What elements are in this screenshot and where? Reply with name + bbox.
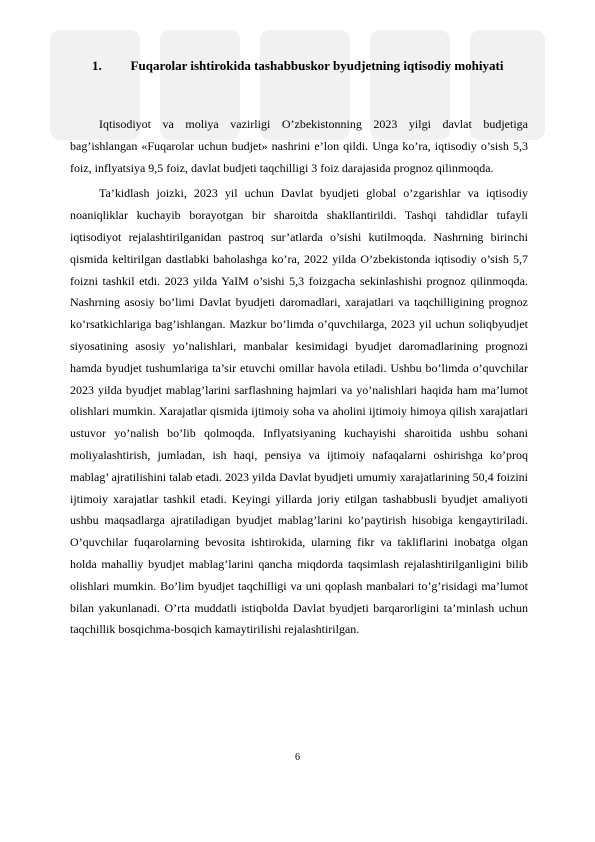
section-heading	[92, 55, 542, 76]
paragraph: Iqtisodiyot va moliya vazirligi O’zbekistonning 2023 yilgi davlat budjetiga bag’ishlangan «Fuqarolar uchun budjet» nashrini e’lon qildi. Unga ko’ra, iqtisodiy o’sish 5,3 foiz, inflyatsiya 9,5 foiz, davlat budjeti taqchilligi 3 foiz darajasida prognoz qilinmoqda.	[70, 117, 528, 175]
body-text	[70, 114, 528, 641]
section-title: Fuqarolar ishtirokida tashabbuskor byudjetning iqtisodiy mohiyati	[130, 58, 504, 73]
page-number: 6	[295, 752, 300, 763]
paragraph: Ta’kidlash joizki, 2023 yil uchun Davlat byudjeti global o’zgarishlar va iqtisodiy noaniqliklar kuchayib borayotgan bir sharoitda shakllantirildi. Tashqi tahdidlar tufayli iqtisodiyot rejalashtirilganidan pastroq sur’atlarda o’sishi kutilmoqda. Nashrning birinchi qismida keltirilgan dastlabki baholashga ko’ra, 2022 yilda O’zbekistonda iqtisodiy o’sish 5,7 foizni tashkil etdi. 2023 yilda YaIM o’sishi 5,3 foizgacha sekinlashishi prognoz qilinmoqda. Nashrning asosiy bo’limi Davlat byudjeti daromadlari, xarajatlari va taqchilligining prognoz ko’rsatkichlariga bag’ishlangan. Mazkur bo’limda o’quvchilarga, 2023 yil uchun soliqbyudjet siyosatining asosiy yo’nalishlari, manbalar kesimidagi byudjet daromadlarining prognozi hamda byudjet tushumlariga ta’sir etuvchi omillar havola etiladi. Ushbu bo’limda o’quvchilar 2023 yilda byudjet mablag’larini sarflashning hajmlari va yo’nalishlari haqida ham ma’lumot olishlari mumkin. Xarajatlar qismida ijtimoiy soha va aholini ijtimoiy himoya qilish xarajatlari ustuvor yo’nalish bo’lib qolmoqda. Inflyatsiyaning kuchayishi sharoitida ushbu sohani moliyalashtirish, jumladan, ish haqi, pensiya va ijtimoiy nafaqalarni oshirishga ko’proq mablag’ ajratilishini talab etadi. 2023 yilda Davlat byudjeti umumiy xarajatlarining 50,4 foizini ijtimoiy xarajatlar tashkil etadi. Keyingi yillarda joriy etilgan tashabbusli byudjet amaliyoti ushbu maqsadlarga ajratiladigan byudjet mablag’larini ko’paytirish hisobiga kengaytiriladi. O’quvchilar fuqarolarning bevosita ishtirokida, ularning fikr va takliflarini inobatga olgan holda mahalliy byudjet mablag’larini qancha miqdorda taqsimlash rejalashtirilganligini bilib olishlari mumkin. Bo’lim byudjet taqchilligi va uni qoplash manbalari to’g’risidagi ma’lumot bilan yakunlanadi. O’rta muddatli istiqbolda Davlat byudjeti barqarorligini ta’minlash uchun taqchillik bosqichma-bosqich kamaytirilishi rejalashtirilgan.	[70, 186, 528, 637]
section-number: 1.	[92, 58, 102, 73]
